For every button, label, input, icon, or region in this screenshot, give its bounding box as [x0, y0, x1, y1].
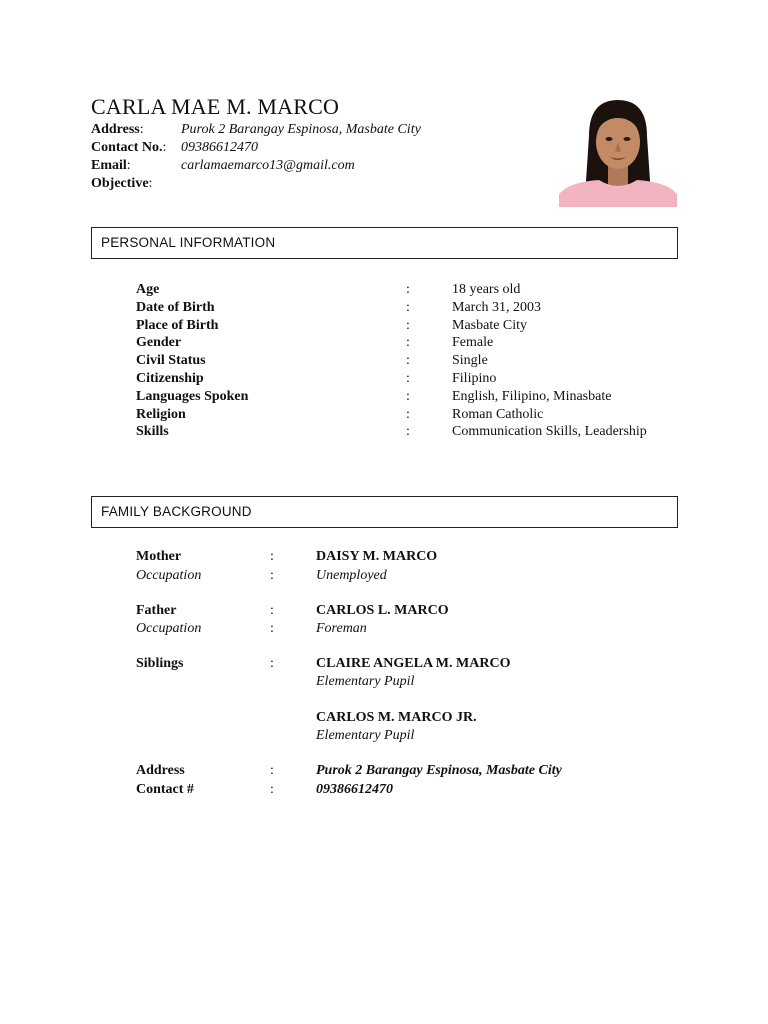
personal-value: Female	[452, 335, 494, 351]
email-value: carlamaemarco13@gmail.com	[181, 158, 355, 173]
personal-label: Place of Birth	[136, 317, 219, 333]
sibling-occupation: Elementary Pupil	[316, 674, 415, 689]
personal-value: Roman Catholic	[452, 406, 544, 422]
objective-row	[91, 175, 531, 193]
personal-value: 18 years old	[452, 282, 521, 297]
address-row	[91, 121, 531, 139]
family-row-sibling-2	[136, 709, 696, 727]
sibling-name: CARLOS M. MARCO JR.	[316, 710, 477, 725]
personal-label: Religion	[136, 406, 186, 422]
personal-value: Filipino	[452, 371, 497, 386]
address-label: Address	[91, 122, 140, 137]
family-address-value: Purok 2 Barangay Espinosa, Masbate City	[316, 763, 562, 778]
family-contact-value: 09386612470	[316, 781, 393, 797]
personal-row-citizenship	[136, 370, 696, 388]
personal-value: Single	[452, 353, 488, 369]
personal-value: English, Filipino, Minasbate	[452, 388, 612, 404]
siblings-label: Siblings	[136, 656, 184, 671]
family-address-label: Address	[136, 763, 185, 778]
personal-colon: :	[406, 317, 410, 333]
email-row	[91, 157, 531, 175]
personal-label: Gender	[136, 335, 182, 351]
personal-colon: :	[406, 371, 410, 386]
email-colon: :	[126, 158, 131, 173]
contact-number-row	[91, 139, 531, 157]
personal-label: Date of Birth	[136, 299, 215, 315]
family-row-sibling-1-occupation	[136, 673, 696, 691]
personal-colon: :	[406, 282, 410, 297]
personal-row-skills	[136, 423, 696, 441]
contact-number-label: Contact No.	[91, 140, 163, 155]
family-colon: :	[270, 567, 274, 583]
applicant-name: CARLA MAE M. MARCO	[91, 94, 340, 119]
email-label: Email	[91, 158, 127, 173]
personal-label: Languages Spoken	[136, 388, 249, 404]
objective-colon: :	[148, 176, 153, 191]
family-colon: :	[270, 763, 274, 778]
personal-information-heading: PERSONAL INFORMATION	[91, 227, 678, 259]
father-occupation-label: Occupation	[136, 620, 202, 636]
portrait-illustration	[559, 96, 677, 207]
family-row-mother	[136, 548, 696, 566]
mother-occupation: Unemployed	[316, 567, 387, 583]
family-row-father-occupation	[136, 620, 696, 638]
personal-colon: :	[406, 388, 410, 404]
personal-colon: :	[406, 424, 410, 440]
contact-block	[91, 121, 531, 193]
contact-number-colon: :	[162, 140, 167, 155]
family-colon: :	[270, 549, 274, 564]
personal-row-civil-status	[136, 352, 696, 370]
personal-row-date-of-birth	[136, 299, 696, 317]
family-background-heading: FAMILY BACKGROUND	[91, 496, 678, 528]
family-colon: :	[270, 602, 274, 618]
mother-name: DAISY M. MARCO	[316, 549, 438, 564]
profile-photo	[559, 96, 677, 207]
personal-value: Communication Skills, Leadership	[452, 424, 647, 440]
personal-row-languages	[136, 388, 696, 406]
family-colon: :	[270, 656, 274, 671]
personal-row-age	[136, 281, 696, 299]
family-contact-label: Contact #	[136, 781, 194, 797]
family-colon: :	[270, 620, 274, 636]
family-row-siblings	[136, 655, 696, 673]
address-value: Purok 2 Barangay Espinosa, Masbate City	[181, 122, 421, 137]
father-occupation: Foreman	[316, 620, 367, 636]
personal-colon: :	[406, 406, 410, 422]
family-row-address	[136, 762, 696, 780]
personal-row-religion	[136, 406, 696, 424]
objective-label: Objective	[91, 176, 149, 191]
personal-label: Civil Status	[136, 353, 206, 369]
personal-label: Age	[136, 282, 160, 297]
personal-value: March 31, 2003	[452, 299, 542, 315]
father-label: Father	[136, 602, 177, 618]
personal-label: Citizenship	[136, 371, 204, 386]
mother-label: Mother	[136, 549, 182, 564]
personal-row-gender	[136, 334, 696, 352]
personal-colon: :	[406, 299, 410, 315]
personal-colon: :	[406, 335, 410, 351]
family-colon: :	[270, 781, 274, 797]
family-row-father	[136, 602, 696, 620]
contact-number-value: 09386612470	[181, 140, 258, 155]
address-colon: :	[139, 122, 144, 137]
mother-occupation-label: Occupation	[136, 567, 202, 583]
sibling-name: CLAIRE ANGELA M. MARCO	[316, 656, 511, 671]
family-row-contact	[136, 781, 696, 799]
personal-colon: :	[406, 353, 410, 369]
father-name: CARLOS L. MARCO	[316, 602, 449, 618]
family-row-sibling-2-occupation	[136, 727, 696, 745]
sibling-occupation: Elementary Pupil	[316, 728, 415, 743]
family-row-mother-occupation	[136, 567, 696, 585]
personal-value: Masbate City	[452, 317, 528, 333]
personal-row-place-of-birth	[136, 317, 696, 335]
personal-label: Skills	[136, 424, 169, 440]
